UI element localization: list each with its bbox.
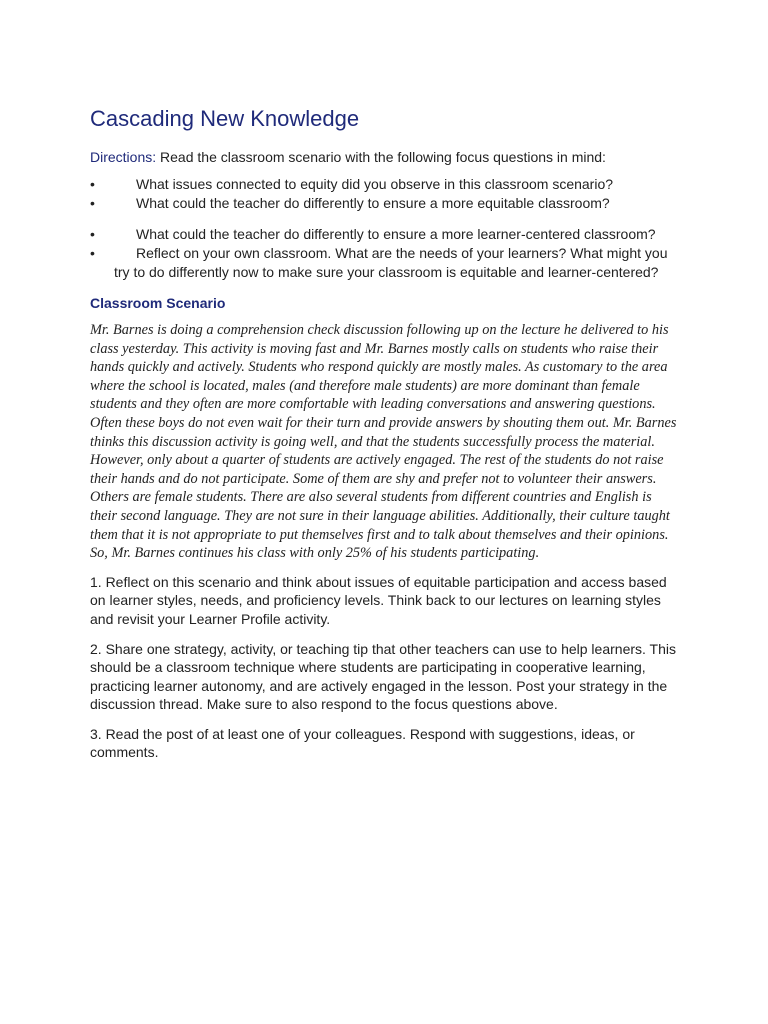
scenario-heading: Classroom Scenario — [90, 295, 226, 311]
list-item — [90, 175, 680, 194]
focus-question-text: What could the teacher do differently to ensure a more equitable classroom? — [136, 195, 610, 211]
task-paragraph-2: 2. Share one strategy, activity, or teaching tip that other teachers can use to help learners. This should be a classroom technique where students are participating in cooperative learning, practicing learner autonomy, and are actively engaged in the lesson. Post your strategy in the discussion thread. Make sure to also respond to the focus questions above. — [90, 640, 676, 713]
directions-text: Read the classroom scenario with the following focus questions in mind: — [156, 149, 606, 165]
list-item — [90, 244, 680, 282]
focus-question-text: Reflect on your own classroom. What are the needs of your learners? What might you try to do differently now to make sure your classroom is equitable and learner-centered? — [114, 245, 668, 280]
directions-label: Directions: — [90, 149, 157, 165]
bullet-icon: • — [90, 176, 95, 192]
task-paragraph-3: 3. Read the post of at least one of your colleagues. Respond with suggestions, ideas, or comments. — [90, 725, 635, 761]
document-title: Cascading New Knowledge — [90, 106, 360, 131]
focus-question-text: What issues connected to equity did you observe in this classroom scenario? — [136, 176, 614, 192]
scenario-paragraph: Mr. Barnes is doing a comprehension check discussion following up on the lecture he delivered to his class yesterday. This activity is moving fast and Mr. Barnes mostly calls on students who raise their hands quickly and actively. Students who respond quickly are mostly males. As customary to the area where the school is located, males (and therefore male students) are more dominant than female students and they often are more comfortable with leading conversations and answering questions. Often these boys do not even wait for their turn and provide answers by shouting them out. Mr. Barnes thinks this discussion activity is going well, and that the students successfully process the material. However, only about a quarter of students are actively engaged. The rest of the students do not raise their hands and do not participate. Some of them are shy and prefer not to volunteer their answers. Others are female students. There are also several students from different countries and English is their second language. They are not sure in their language abilities. Additionally, their culture taught them that it is not appropriate to put themselves first and to talk about themselves and their opinions. So, Mr. Barnes continues his class with only 25% of his students participating. — [90, 322, 677, 562]
focus-questions-list — [90, 175, 680, 282]
bullet-icon: • — [90, 245, 95, 261]
bullet-icon: • — [90, 195, 95, 211]
list-item — [90, 194, 680, 213]
task-paragraph-1: 1. Reflect on this scenario and think about issues of equitable participation and access based on learner styles, needs, and proficiency levels. Think back to our lectures on learning styles and revisit your Learner Profile activity. — [90, 573, 667, 627]
list-item — [90, 225, 680, 244]
document-page — [90, 104, 680, 773]
directions-paragraph — [90, 148, 680, 167]
bullet-icon: • — [90, 226, 95, 242]
focus-question-text: What could the teacher do differently to ensure a more learner-centered classroom? — [136, 226, 656, 242]
